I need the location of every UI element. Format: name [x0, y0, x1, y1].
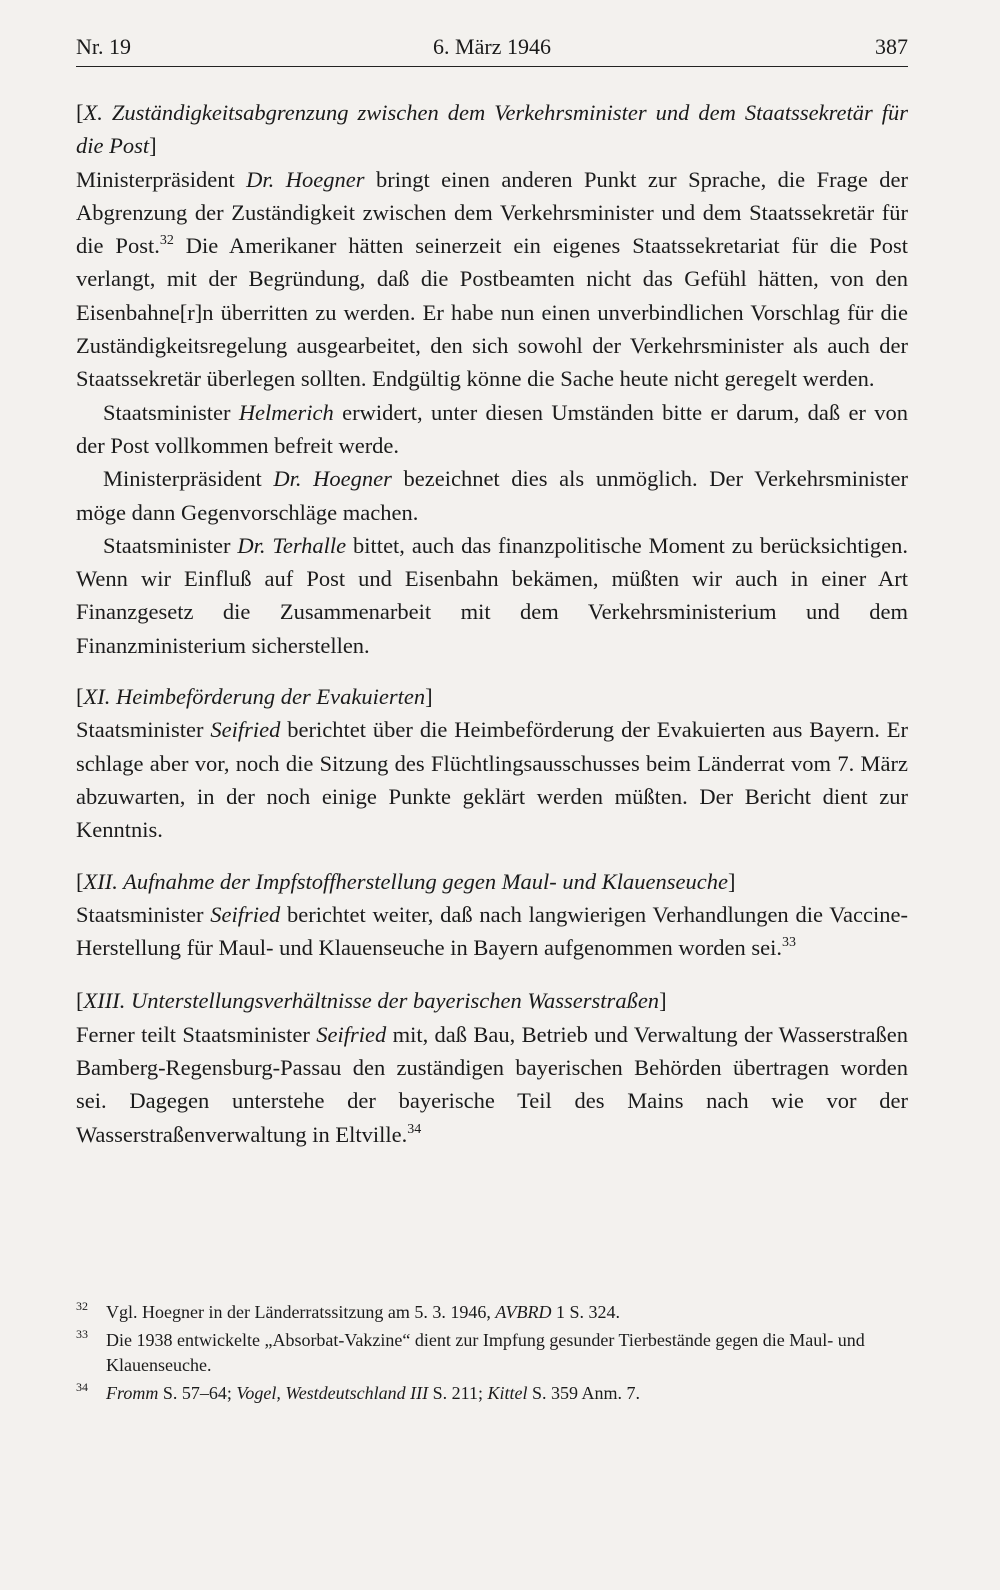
section-heading-xi: [XI. Heimbeförderung der Evakuierten]: [76, 684, 433, 710]
paragraph: [76, 713, 908, 846]
spacer: [76, 847, 908, 865]
footnote-text: 1 S. 324.: [551, 1302, 621, 1322]
footnote-ref: 32: [159, 233, 174, 249]
paragraph: [76, 163, 908, 396]
speaker-name: Dr. Hoegner: [246, 166, 365, 192]
citation-ref: AVBRD: [495, 1302, 552, 1322]
citation-ref: Vogel, Westdeutschland III: [236, 1383, 429, 1403]
text-run: Staatsminister: [76, 901, 211, 927]
footnote-text: Vgl. Hoegner in der Länderratssitzung am 5. 3. 1946,: [106, 1302, 496, 1322]
text-run: Staatsminister: [103, 532, 238, 558]
footnote-number: 34: [76, 1380, 88, 1394]
section-heading-x: [X. Zuständigkeitsabgrenzung zwischen dem Verkehrsminister und dem Staatssekretär für die Post]: [76, 100, 908, 159]
speaker-name: Seifried: [316, 1021, 387, 1047]
main-text: [76, 96, 908, 1151]
speaker-name: Seifried: [210, 901, 281, 927]
footnote: [76, 1381, 908, 1406]
paragraph: [76, 529, 908, 662]
text-run: bringt einen anderen Punkt zur Sprache, die Frage der Abgrenzung der Zuständigkeit zwischen dem Verkehrsminister und dem Staatssekretär für die Post.: [76, 166, 908, 259]
issue-number: Nr. 19: [76, 34, 131, 59]
citation-ref: Kittel: [487, 1383, 528, 1403]
citation-ref: Fromm: [106, 1383, 159, 1403]
footnote-number: 33: [76, 1327, 88, 1341]
footnote: [76, 1328, 908, 1378]
paragraph: [76, 462, 908, 529]
spacer: [76, 964, 908, 984]
text-run: Ferner teilt Staatsminister: [76, 1021, 317, 1047]
footnotes: [76, 1300, 908, 1409]
section-heading-text: XI. Heimbeförderung der Evakuierten: [83, 684, 426, 710]
footnote-text: S. 57–64;: [158, 1383, 237, 1403]
footnote: [76, 1300, 908, 1325]
text-run: bezeichnet dies als unmöglich. Der Verkehrsminister möge dann Gegenvorschläge machen.: [76, 466, 908, 525]
footnote-ref: 34: [407, 1121, 422, 1137]
paragraph: [76, 898, 908, 965]
section-heading-text: XIII. Unterstellungsverhältnisse der bayerischen Wasserstraßen: [83, 988, 660, 1014]
text-run: Die Amerikaner hätten seinerzeit ein eigenes Staatssekretariat für die Post verlangt, mit der Begründung, daß die Postbeamten nicht das Gefühl hätten, von den Eisenbahne[r]n überritten zu werden. Er habe nun einen unverbindlichen Vorschlag für die Zuständigkeitsregelung ausgearbeitet, den sich sowohl der Verkehrsminister als auch der Staatssekretär überlegen sollten. Endgültig könne die Sache heute nicht geregelt werden.: [76, 233, 908, 392]
spacer: [76, 662, 908, 680]
section-heading-text: XII. Aufnahme der Impfstoffherstellung gegen Maul- und Klauenseuche: [83, 868, 728, 894]
text-run: Ministerpräsident: [76, 166, 247, 192]
text-run: berichtet weiter, daß nach langwierigen Verhandlungen die Vaccine-Herstellung für Maul- und Klauenseuche in Bayern aufgenommen worden sei.: [76, 901, 908, 961]
speaker-name: Helmerich: [238, 399, 334, 425]
header-date: 6. März 1946: [433, 34, 551, 59]
text-run: bittet, auch das finanzpolitische Moment zu berücksichtigen. Wenn wir Einfluß auf Post und Eisenbahn bekämen, müßten wir auch in einer Art Finanzgesetz die Zusammenarbeit mit dem Verkehrsministerium und dem Finanzministerium sicherstellen.: [76, 532, 908, 658]
footnote-text: S. 359 Anm. 7.: [527, 1383, 641, 1403]
footnote-text: Die 1938 entwickelte „Absorbat-Vakzine“ dient zur Impfung gesunder Tierbestände gegen die Maul- und Klauenseuche.: [106, 1330, 865, 1375]
paragraph: [76, 1018, 908, 1151]
text-run: erwidert, unter diesen Umständen bitte er darum, daß er von der Post vollkommen befreit werde.: [76, 399, 908, 458]
footnote-number: 32: [76, 1299, 88, 1313]
footnote-text: S. 211;: [428, 1383, 488, 1403]
text-run: berichtet über die Heimbeförderung der Evakuierten aus Bayern. Er schlage aber vor, noch die Sitzung des Flüchtlingsausschusses beim Länderrat vom 7. März abzuwarten, in der noch einige Punkte geklärt werden müßten. Der Bericht dient zur Kenntnis.: [76, 717, 908, 843]
text-run: Ministerpräsident: [103, 466, 274, 492]
section-heading-xiii: [XIII. Unterstellungsverhältnisse der bayerischen Wasserstraßen]: [76, 988, 667, 1014]
text-run: Staatsminister: [103, 399, 239, 425]
page-number: 387: [875, 34, 908, 59]
running-header: [76, 32, 908, 62]
speaker-name: Dr. Hoegner: [273, 466, 392, 492]
paragraph: [76, 396, 908, 463]
text-run: mit, daß Bau, Betrieb und Verwaltung der Wasserstraßen Bamberg-Regensburg-Passau den zuständigen bayerischen Behörden übertragen worden sei. Dagegen unterstehe der bayerische Teil des Mains nach wie vor der Wasserstraßenverwaltung in Eltville.: [76, 1021, 909, 1147]
speaker-name: Seifried: [210, 717, 281, 743]
text-run: Staatsminister: [76, 717, 211, 743]
section-heading-xii: [XII. Aufnahme der Impfstoffherstellung gegen Maul- und Klauenseuche]: [76, 868, 736, 894]
header-rule: [76, 66, 908, 67]
speaker-name: Dr. Terhalle: [237, 532, 347, 558]
footnote-ref: 33: [782, 935, 797, 951]
section-heading-text: X. Zuständigkeitsabgrenzung zwischen dem Verkehrsminister und dem Staatssekretär für die Post: [76, 100, 908, 159]
